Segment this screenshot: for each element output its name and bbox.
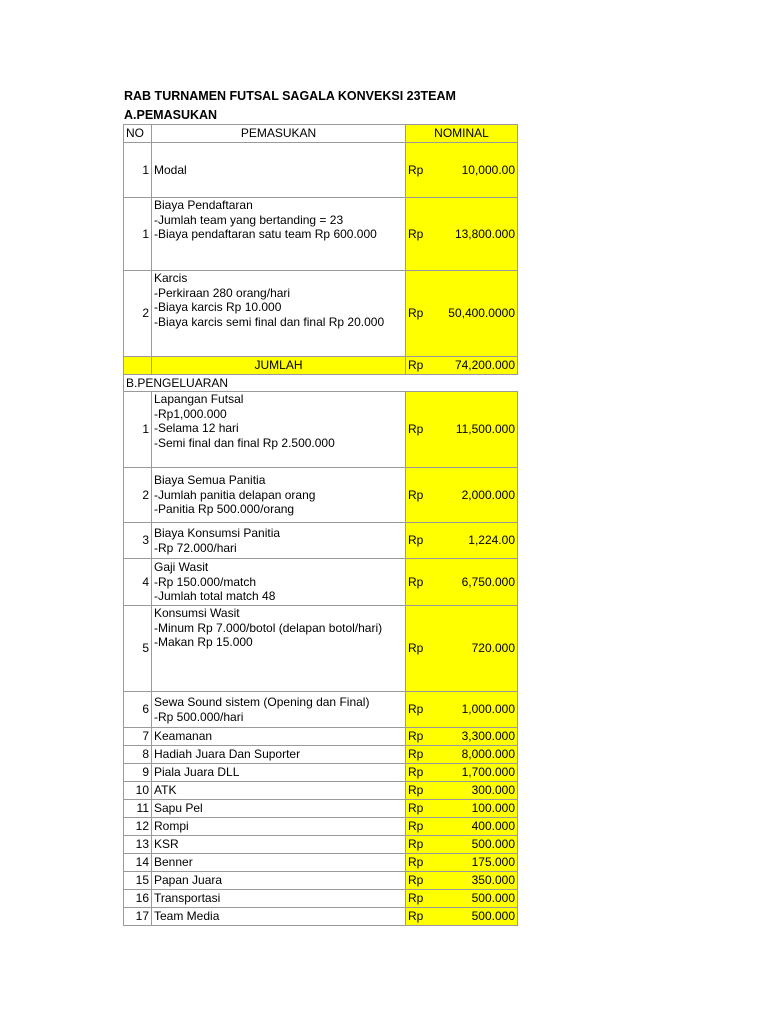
row-description xyxy=(152,198,406,271)
description-line: -Biaya karcis Rp 10.000 xyxy=(154,300,282,314)
description-line: -Perkiraan 280 orang/hari xyxy=(154,285,291,300)
row-number: 8 xyxy=(124,746,152,764)
row-number: 15 xyxy=(124,872,152,890)
description-line: Karcis xyxy=(154,271,188,285)
row-amount: 350.000 xyxy=(440,872,518,890)
row-currency: Rp xyxy=(406,908,440,926)
pengeluaran-row xyxy=(124,836,518,854)
description-line: -Rp 500.000/hari xyxy=(154,709,244,724)
row-number: 9 xyxy=(124,764,152,782)
row-number: 12 xyxy=(124,818,152,836)
pengeluaran-row xyxy=(124,890,518,908)
pemasukan-row xyxy=(124,143,518,198)
pemasukan-row xyxy=(124,271,518,357)
row-number: 1 xyxy=(124,392,152,468)
description-line: Biaya Konsumsi Panitia xyxy=(154,526,281,540)
row-amount: 1,000.000 xyxy=(440,692,518,728)
row-amount: 8,000.000 xyxy=(440,746,518,764)
row-description xyxy=(152,392,406,468)
row-currency: Rp xyxy=(406,890,440,908)
description-line: Biaya Semua Panitia xyxy=(154,473,266,488)
row-number: 3 xyxy=(124,523,152,559)
pengeluaran-row xyxy=(124,392,518,468)
description-line: -Semi final dan final Rp 2.500.000 xyxy=(154,435,335,450)
row-description xyxy=(152,523,406,559)
description-line: -Biaya karcis semi final dan final Rp 20.000 xyxy=(154,314,385,329)
description-line: -Rp 72.000/hari xyxy=(154,540,237,555)
row-currency: Rp xyxy=(406,523,440,559)
row-description xyxy=(152,800,406,818)
row-description xyxy=(152,908,406,926)
row-amount: 300.000 xyxy=(440,782,518,800)
row-amount: 10,000.00 xyxy=(440,143,518,198)
description-line: Sewa Sound sistem (Opening dan Final) xyxy=(154,695,370,709)
row-currency: Rp xyxy=(406,782,440,800)
row-number: 6 xyxy=(124,692,152,728)
pengeluaran-row xyxy=(124,692,518,728)
description-line: Benner xyxy=(154,855,193,870)
jumlah-amount: 74,200.000 xyxy=(440,357,518,375)
description-line: Papan Juara xyxy=(154,873,223,888)
jumlah-row xyxy=(124,357,518,375)
row-number: 2 xyxy=(124,468,152,523)
description-line: Biaya Pendaftaran xyxy=(154,198,253,212)
pengeluaran-row xyxy=(124,523,518,559)
header-nominal: NOMINAL xyxy=(406,125,518,143)
row-description xyxy=(152,764,406,782)
header-no: NO xyxy=(124,125,152,143)
description-line: ATK xyxy=(154,783,177,798)
row-description xyxy=(152,782,406,800)
row-description xyxy=(152,854,406,872)
description-line: Konsumsi Wasit xyxy=(154,606,240,620)
row-number: 10 xyxy=(124,782,152,800)
row-description xyxy=(152,468,406,523)
description-line: KSR xyxy=(154,837,179,852)
description-line: -Rp1,000.000 xyxy=(154,406,227,421)
row-currency: Rp xyxy=(406,143,440,198)
pengeluaran-row xyxy=(124,782,518,800)
row-amount: 100.000 xyxy=(440,800,518,818)
description-line: -Makan Rp 15.000 xyxy=(154,635,253,649)
row-currency: Rp xyxy=(406,728,440,746)
row-number: 5 xyxy=(124,606,152,692)
pengeluaran-row xyxy=(124,746,518,764)
row-amount: 11,500.000 xyxy=(440,392,518,468)
pengeluaran-row xyxy=(124,559,518,606)
row-description xyxy=(152,836,406,854)
description-line: Piala Juara DLL xyxy=(154,765,240,780)
row-description xyxy=(152,872,406,890)
description-line: -Selama 12 hari xyxy=(154,421,239,435)
row-currency: Rp xyxy=(406,746,440,764)
row-number: 17 xyxy=(124,908,152,926)
row-number: 11 xyxy=(124,800,152,818)
jumlah-label: JUMLAH xyxy=(152,357,406,375)
row-description xyxy=(152,746,406,764)
row-number: 4 xyxy=(124,559,152,606)
row-currency: Rp xyxy=(406,606,440,692)
row-number: 14 xyxy=(124,854,152,872)
section-a-title: A.PEMASUKAN xyxy=(124,108,218,122)
row-amount: 720.000 xyxy=(440,606,518,692)
row-currency: Rp xyxy=(406,559,440,606)
pengeluaran-row xyxy=(124,872,518,890)
description-line: Keamanan xyxy=(154,729,213,744)
row-amount: 3,300.000 xyxy=(440,728,518,746)
section-b-row xyxy=(124,375,518,392)
pengeluaran-row xyxy=(124,468,518,523)
row-amount: 13,800.000 xyxy=(440,198,518,271)
row-number: 1 xyxy=(124,198,152,271)
row-currency: Rp xyxy=(406,692,440,728)
pengeluaran-row xyxy=(124,854,518,872)
row-amount: 175.000 xyxy=(440,854,518,872)
description-line: -Rp 150.000/match xyxy=(154,574,257,589)
description-line: -Jumlah team yang bertanding = 23 xyxy=(154,212,344,227)
pengeluaran-row xyxy=(124,818,518,836)
section-b-title: B.PENGELUARAN xyxy=(124,375,518,392)
row-amount: 500.000 xyxy=(440,908,518,926)
document-title: RAB TURNAMEN FUTSAL SAGALA KONVEKSI 23TEAM xyxy=(124,89,456,103)
row-number: 7 xyxy=(124,728,152,746)
description-line: -Jumlah panitia delapan orang xyxy=(154,487,316,502)
row-currency: Rp xyxy=(406,872,440,890)
row-description xyxy=(152,728,406,746)
row-description xyxy=(152,559,406,606)
pengeluaran-row xyxy=(124,728,518,746)
description-line: Hadiah Juara Dan Suporter xyxy=(154,747,301,762)
jumlah-currency: Rp xyxy=(406,357,440,375)
row-number: 2 xyxy=(124,271,152,357)
header-row xyxy=(124,125,518,143)
description-line: Lapangan Futsal xyxy=(154,392,244,406)
row-currency: Rp xyxy=(406,468,440,523)
row-description xyxy=(152,692,406,728)
description-line: -Panitia Rp 500.000/orang xyxy=(154,502,295,517)
row-amount: 1,700.000 xyxy=(440,764,518,782)
row-currency: Rp xyxy=(406,764,440,782)
budget-table xyxy=(123,124,518,926)
row-amount: 1,224.00 xyxy=(440,523,518,559)
row-currency: Rp xyxy=(406,836,440,854)
description-line: Team Media xyxy=(154,909,220,924)
row-description xyxy=(152,143,406,198)
row-description xyxy=(152,606,406,692)
pengeluaran-row xyxy=(124,800,518,818)
pengeluaran-row xyxy=(124,764,518,782)
pengeluaran-row xyxy=(124,606,518,692)
pengeluaran-row xyxy=(124,908,518,926)
pemasukan-row xyxy=(124,198,518,271)
description-line: -Jumlah total match 48 xyxy=(154,589,276,604)
row-currency: Rp xyxy=(406,392,440,468)
row-amount: 400.000 xyxy=(440,818,518,836)
description-line: Sapu Pel xyxy=(154,801,203,816)
header-pemasukan: PEMASUKAN xyxy=(152,125,406,143)
row-amount: 2,000.000 xyxy=(440,468,518,523)
row-number: 16 xyxy=(124,890,152,908)
row-amount: 500.000 xyxy=(440,890,518,908)
row-description xyxy=(152,271,406,357)
row-number: 13 xyxy=(124,836,152,854)
description-line: -Minum Rp 7.000/botol (delapan botol/hari) xyxy=(154,620,383,635)
description-line: Rompi xyxy=(154,819,189,834)
row-currency: Rp xyxy=(406,800,440,818)
description-line: -Biaya pendaftaran satu team Rp 600.000 xyxy=(154,227,377,241)
description-line: Transportasi xyxy=(154,891,221,906)
row-amount: 500.000 xyxy=(440,836,518,854)
row-currency: Rp xyxy=(406,198,440,271)
description-line: Gaji Wasit xyxy=(154,560,209,575)
row-currency: Rp xyxy=(406,271,440,357)
jumlah-no-cell xyxy=(124,357,152,375)
row-amount: 6,750.000 xyxy=(440,559,518,606)
description-line: Modal xyxy=(154,162,187,177)
row-number: 1 xyxy=(124,143,152,198)
row-currency: Rp xyxy=(406,818,440,836)
row-currency: Rp xyxy=(406,854,440,872)
row-amount: 50,400.0000 xyxy=(440,271,518,357)
row-description xyxy=(152,890,406,908)
row-description xyxy=(152,818,406,836)
